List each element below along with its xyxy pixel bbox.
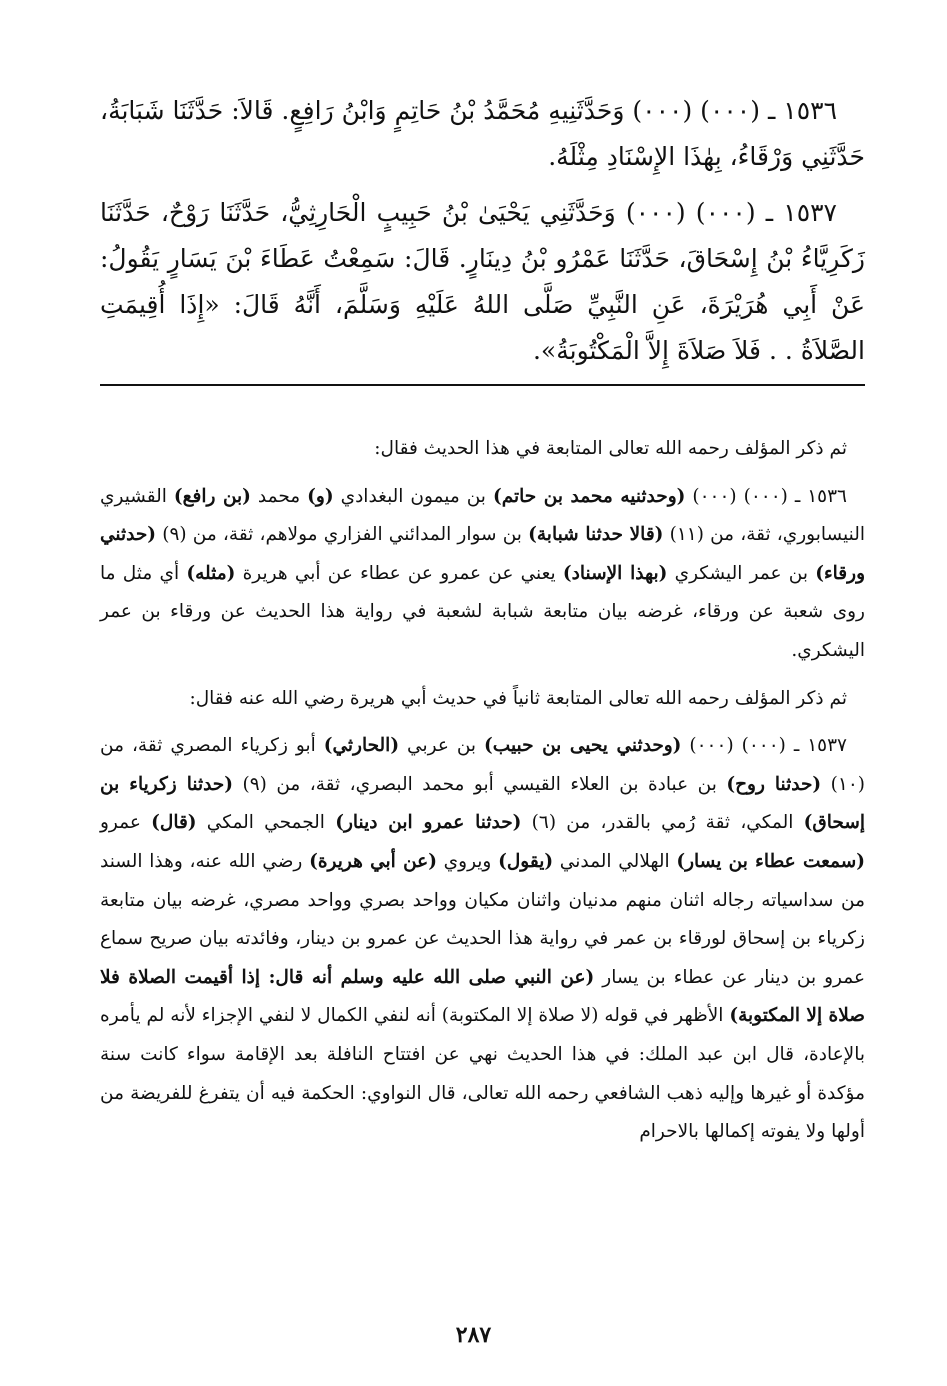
commentary-text: الأظهر في قوله (لا صلاة إلا المكتوبة) أنه لنفي الكمال لا لنفي الإجزاء لأنه لم يأمره بالإعادة، قال ابن عبد الملك: في هذا الحديث نهي عن افتتاح النافلة بعد الإقامة سواء كانت سنة مؤكدة أو غيرها وإليه ذهب الشافعي رحمه الله تعالى، قال النواوي: الحكمة فيه أن يتفرغ للفريضة من أولها ولا يفوته إكمالها بالاحرام <box>100 1005 865 1143</box>
quoted-narration: (حدثني ورقاء) <box>100 524 866 584</box>
quoted-narration: (يقول) <box>498 850 554 872</box>
commentary-section <box>100 430 865 1161</box>
commentary-1536 <box>100 478 865 671</box>
page-number: ٢٨٧ <box>455 1322 492 1348</box>
commentary-1537 <box>100 727 865 1152</box>
commentary-text: ١٥٣٧ ـ (٠٠٠) (٠٠٠) <box>681 735 847 757</box>
commentary-text: بن عمر اليشكري <box>667 562 816 584</box>
commentary-text: ١٥٣٦ ـ (٠٠٠) (٠٠٠) <box>685 485 847 507</box>
commentary-intro-2: ثم ذكر المؤلف رحمه الله تعالى المتابعة ثانياً في حديث أبي هريرة رضي الله عنه فقال: <box>189 687 847 709</box>
quoted-narration: (عن النبي صلى الله عليه وسلم أنه قال: إذا أقيمت الصلاة فلا صلاة إلا المكتوبة) <box>100 966 865 1027</box>
quoted-narration: (حدثنا زكرياء بن إسحاق) <box>100 773 865 834</box>
hadith-1537: ١٥٣٧ ـ (٠٠٠) (٠٠٠) وَحَدَّثَنِي يَحْيَىٰ بْنُ حَبِيبٍ الْحَارِثِيُّ، حَدَّثَنَا رَوْحٌ، حَدَّثَنَا زَكَرِيَّاءُ بْنُ إِسْحَاقَ، حَدَّثَنَا عَمْرُو بْنُ دِينَارٍ. قَالَ: سَمِعْتُ عَطَاءَ بْنَ يَسَارٍ يَقُولُ: عَنْ أَبِي هُرَيْرَةَ، عَنِ النَّبِيِّ صَلَّى اللهُ عَلَيْهِ وَسَلَّمَ، أَنَّهُ قَالَ: «إِذَا أُقِيمَتِ الصَّلاَةُ . . فَلاَ صَلاَةَ إِلاَّ الْمَكْتُوبَةُ». <box>100 198 865 365</box>
hadith-1536: ١٥٣٦ ـ (٠٠٠) (٠٠٠) وَحَدَّثَنِيهِ مُحَمَّدُ بْنُ حَاتِمٍ وَابْنُ رَافِعٍ. قَالاَ: حَدَّثَنَا شَبَابَةُ، حَدَّثَنِي وَرْقَاءُ، بِهٰذَا الإِسْنَادِ مِثْلَهُ. <box>100 96 865 171</box>
commentary-text: محمد <box>250 485 308 507</box>
commentary-text: عمرو <box>100 812 152 834</box>
commentary-text: المكي، ثقة رُمي بالقدر، من (٦) <box>521 812 804 834</box>
quoted-narration: (قال) <box>151 812 197 834</box>
quoted-narration: (بهذا الإسناد) <box>562 562 668 584</box>
quoted-narration: (مثله) <box>186 562 236 584</box>
quoted-narration: (بن رافع) <box>173 485 251 507</box>
quoted-narration: (حدثنا عمرو ابن دينار) <box>335 812 522 834</box>
quoted-narration: (سمعت عطاء بن يسار) <box>676 850 865 872</box>
quoted-narration: (قالا حدثنا شبابة) <box>528 524 664 546</box>
quoted-narration: (الحارثي) <box>323 735 400 757</box>
quoted-narration: (عن أبي هريرة) <box>309 850 437 872</box>
commentary-text: ويروي <box>436 850 499 872</box>
commentary-text: القشيري النيسابوري، ثقة، من (١١) <box>100 485 865 546</box>
commentary-text: الجمحي المكي <box>196 812 336 834</box>
quoted-narration: (وحدثنيه محمد بن حاتم) <box>492 485 686 507</box>
commentary-text: بن سوار المدائني الفزاري مولاهم، ثقة، من (٩) <box>156 524 529 546</box>
commentary-text: بن عبادة بن العلاء القيسي أبو محمد البصري، ثقة، من (٩) <box>233 773 727 795</box>
commentary-text: يعني عن عمرو عن عطاء عن أبي هريرة <box>235 562 563 584</box>
commentary-text: بن عربي <box>399 735 485 757</box>
commentary-text: الهلالي المدني <box>553 850 677 872</box>
quoted-narration: (حدثنا روح) <box>726 773 822 795</box>
commentary-text: أي مثل ما روى شعبة عن ورقاء، غرضه بيان متابعة شبابة لشعبة في رواية هذا الحديث عن ورقاء بن عمر اليشكري. <box>100 562 865 661</box>
quoted-narration: (وحدثني يحيى بن حبيب) <box>484 735 682 757</box>
hadith-text-section <box>100 88 865 384</box>
commentary-text: بن ميمون البغدادي <box>333 485 493 507</box>
quoted-narration: (و) <box>307 485 334 507</box>
separator-line <box>100 384 865 386</box>
commentary-intro-1: ثم ذكر المؤلف رحمه الله تعالى المتابعة في هذا الحديث فقال: <box>374 438 847 459</box>
commentary-text: أبو زكرياء المصري ثقة، من (١٠) <box>100 735 865 795</box>
commentary-text: رضي الله عنه، وهذا السند من سداسياته رجاله اثنان منهم مدنيان واثنان مكيان وواحد بصري وواحد مصري، غرضه بيان متابعة زكرياء بن إسحاق لورقاء بن عمر في رواية هذا الحديث عن عمرو بن دينار، وفائدته بيان صريح سماع عمرو بن دينار عن عطاء بن يسار <box>100 850 865 988</box>
